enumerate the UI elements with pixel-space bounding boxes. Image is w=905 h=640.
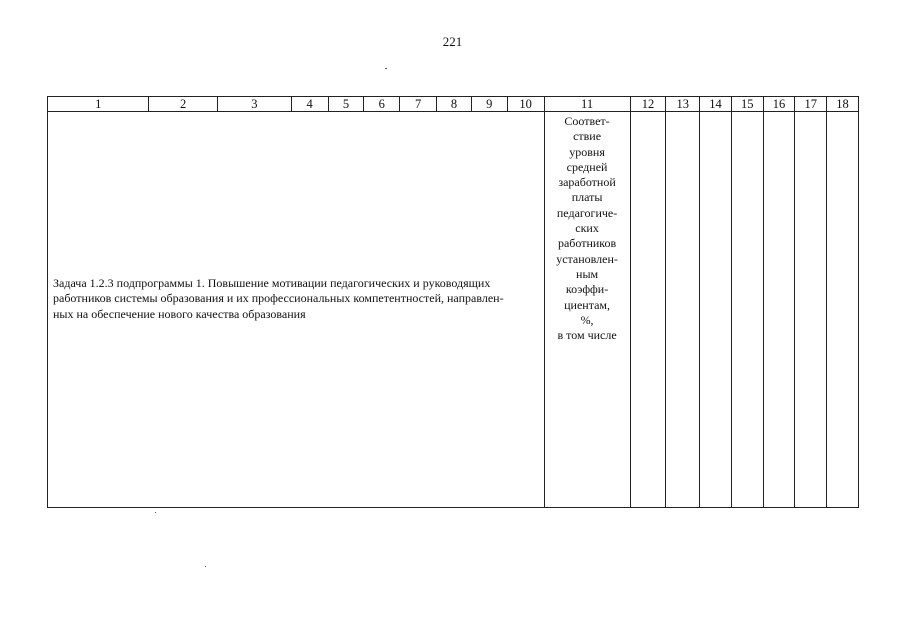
indicator-table <box>47 96 859 508</box>
scan-speck <box>385 68 387 69</box>
column-number: 3 <box>217 97 291 112</box>
column-number: 1 <box>48 97 149 112</box>
value-cell <box>700 112 732 508</box>
column-number: 13 <box>666 97 700 112</box>
column-number: 16 <box>763 97 795 112</box>
column-number: 11 <box>544 97 630 112</box>
value-cell <box>795 112 827 508</box>
scan-speck <box>155 512 156 513</box>
value-cell <box>827 112 859 508</box>
column-number: 8 <box>437 97 472 112</box>
column-number: 4 <box>291 97 328 112</box>
task-row <box>48 112 859 508</box>
value-cell <box>666 112 700 508</box>
value-cell <box>763 112 795 508</box>
indicator-name: Соответ- ствие уровня средней заработной платы педагогиче- ских работников установлен- ным коэффи- циентам, %, в том числе <box>556 114 618 343</box>
column-number: 14 <box>700 97 732 112</box>
value-cell <box>630 112 666 508</box>
column-number: 17 <box>795 97 827 112</box>
column-number: 10 <box>507 97 544 112</box>
column-number: 15 <box>731 97 763 112</box>
column-number-row <box>48 97 859 112</box>
column-number: 2 <box>149 97 218 112</box>
page-number: 221 <box>442 34 463 49</box>
indicator-cell <box>544 112 630 508</box>
column-number: 12 <box>630 97 666 112</box>
column-number: 9 <box>471 97 507 112</box>
column-number: 5 <box>328 97 364 112</box>
task-description: Задача 1.2.3 подпрограммы 1. Повышение мотивации педагогических и руководящих работников системы образования и их профессиональных компетентностей, направлен- ных на обеспечение нового качества образования <box>53 276 504 321</box>
column-number: 7 <box>400 97 437 112</box>
scan-speck <box>205 566 206 567</box>
column-number: 6 <box>364 97 400 112</box>
task-cell <box>48 112 545 508</box>
value-cell <box>731 112 763 508</box>
column-number: 18 <box>827 97 859 112</box>
